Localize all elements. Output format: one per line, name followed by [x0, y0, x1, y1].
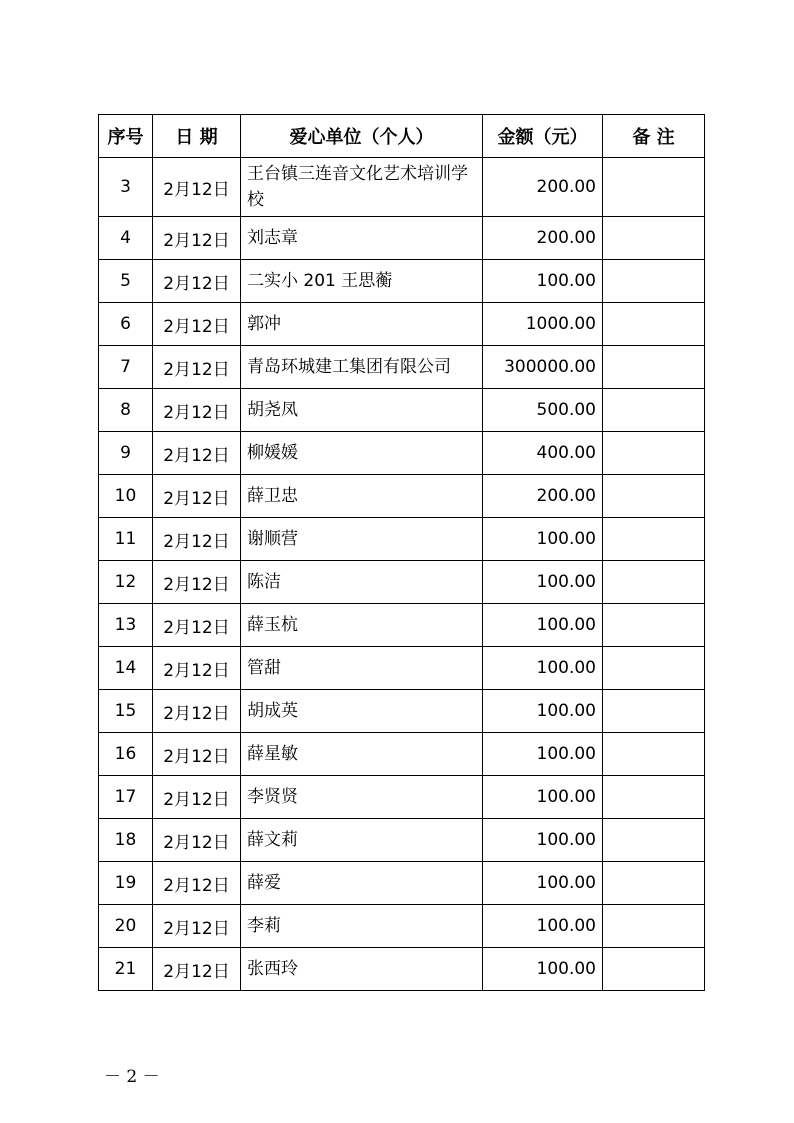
cell-note	[603, 905, 705, 948]
header-note: 备 注	[603, 115, 705, 158]
cell-date: 2月12日	[153, 518, 241, 561]
table-row	[99, 819, 705, 862]
cell-amount: 100.00	[483, 604, 603, 647]
cell-serial-number: 5	[99, 260, 153, 303]
cell-amount: 100.00	[483, 776, 603, 819]
cell-date: 2月12日	[153, 475, 241, 518]
header-donor: 爱心单位（个人）	[241, 115, 483, 158]
cell-amount: 100.00	[483, 647, 603, 690]
cell-donor: 薛卫忠	[241, 475, 483, 518]
cell-note	[603, 733, 705, 776]
cell-note	[603, 819, 705, 862]
cell-date: 2月12日	[153, 604, 241, 647]
cell-serial-number: 20	[99, 905, 153, 948]
cell-note	[603, 303, 705, 346]
cell-date: 2月12日	[153, 303, 241, 346]
cell-donor: 薛爱	[241, 862, 483, 905]
cell-serial-number: 14	[99, 647, 153, 690]
cell-serial-number: 10	[99, 475, 153, 518]
cell-note	[603, 690, 705, 733]
cell-serial-number: 21	[99, 948, 153, 991]
cell-date: 2月12日	[153, 389, 241, 432]
cell-amount: 100.00	[483, 260, 603, 303]
cell-date: 2月12日	[153, 948, 241, 991]
cell-amount: 200.00	[483, 475, 603, 518]
cell-donor: 张西玲	[241, 948, 483, 991]
cell-amount: 400.00	[483, 432, 603, 475]
cell-note	[603, 862, 705, 905]
table-row	[99, 647, 705, 690]
cell-date: 2月12日	[153, 260, 241, 303]
cell-donor: 青岛环城建工集团有限公司	[241, 346, 483, 389]
table-row	[99, 432, 705, 475]
cell-date: 2月12日	[153, 776, 241, 819]
table-row	[99, 604, 705, 647]
table-row	[99, 389, 705, 432]
cell-note	[603, 604, 705, 647]
cell-note	[603, 647, 705, 690]
cell-note	[603, 776, 705, 819]
cell-note	[603, 346, 705, 389]
cell-serial-number: 4	[99, 217, 153, 260]
cell-note	[603, 475, 705, 518]
cell-date: 2月12日	[153, 158, 241, 217]
cell-donor: 胡尧凤	[241, 389, 483, 432]
cell-amount: 100.00	[483, 948, 603, 991]
cell-amount: 300000.00	[483, 346, 603, 389]
table-row	[99, 260, 705, 303]
cell-donor: 管甜	[241, 647, 483, 690]
cell-amount: 1000.00	[483, 303, 603, 346]
cell-note	[603, 432, 705, 475]
table-row	[99, 217, 705, 260]
cell-serial-number: 18	[99, 819, 153, 862]
cell-date: 2月12日	[153, 690, 241, 733]
cell-donor: 胡成英	[241, 690, 483, 733]
cell-donor: 李贤贤	[241, 776, 483, 819]
cell-amount: 100.00	[483, 819, 603, 862]
cell-serial-number: 12	[99, 561, 153, 604]
cell-amount: 100.00	[483, 518, 603, 561]
table-row	[99, 776, 705, 819]
cell-amount: 500.00	[483, 389, 603, 432]
cell-date: 2月12日	[153, 561, 241, 604]
table-row	[99, 475, 705, 518]
table-row	[99, 862, 705, 905]
cell-amount: 100.00	[483, 733, 603, 776]
table-row	[99, 303, 705, 346]
table-row	[99, 346, 705, 389]
cell-serial-number: 8	[99, 389, 153, 432]
cell-donor: 谢顺营	[241, 518, 483, 561]
cell-note	[603, 389, 705, 432]
cell-note	[603, 561, 705, 604]
cell-serial-number: 13	[99, 604, 153, 647]
header-amount: 金额（元）	[483, 115, 603, 158]
cell-serial-number: 3	[99, 158, 153, 217]
cell-amount: 200.00	[483, 217, 603, 260]
cell-donor: 李莉	[241, 905, 483, 948]
cell-amount: 100.00	[483, 862, 603, 905]
cell-date: 2月12日	[153, 432, 241, 475]
cell-date: 2月12日	[153, 733, 241, 776]
table-row	[99, 948, 705, 991]
table-row	[99, 561, 705, 604]
cell-donor: 刘志章	[241, 217, 483, 260]
cell-serial-number: 7	[99, 346, 153, 389]
cell-note	[603, 948, 705, 991]
cell-note	[603, 260, 705, 303]
page-number: － 2 －	[104, 1067, 160, 1087]
cell-date: 2月12日	[153, 217, 241, 260]
table-row	[99, 158, 705, 217]
cell-serial-number: 15	[99, 690, 153, 733]
cell-serial-number: 11	[99, 518, 153, 561]
table-header-row	[99, 115, 705, 158]
cell-donor: 柳媛媛	[241, 432, 483, 475]
cell-donor: 薛玉杭	[241, 604, 483, 647]
cell-note	[603, 217, 705, 260]
header-serial-number: 序号	[99, 115, 153, 158]
cell-date: 2月12日	[153, 346, 241, 389]
cell-amount: 100.00	[483, 905, 603, 948]
header-date: 日 期	[153, 115, 241, 158]
cell-amount: 200.00	[483, 158, 603, 217]
cell-amount: 100.00	[483, 561, 603, 604]
cell-donor: 王台镇三连音文化艺术培训学校	[241, 158, 483, 217]
cell-donor: 郭冲	[241, 303, 483, 346]
cell-note	[603, 518, 705, 561]
cell-serial-number: 16	[99, 733, 153, 776]
cell-date: 2月12日	[153, 862, 241, 905]
cell-donor: 薛文莉	[241, 819, 483, 862]
cell-serial-number: 19	[99, 862, 153, 905]
cell-serial-number: 9	[99, 432, 153, 475]
table-row	[99, 733, 705, 776]
table-row	[99, 690, 705, 733]
cell-donor: 二实小 201 王思蘅	[241, 260, 483, 303]
donation-table	[98, 114, 705, 991]
cell-serial-number: 17	[99, 776, 153, 819]
cell-date: 2月12日	[153, 647, 241, 690]
cell-date: 2月12日	[153, 905, 241, 948]
cell-amount: 100.00	[483, 690, 603, 733]
cell-note	[603, 158, 705, 217]
table-row	[99, 518, 705, 561]
cell-donor: 薛星敏	[241, 733, 483, 776]
cell-donor: 陈洁	[241, 561, 483, 604]
cell-date: 2月12日	[153, 819, 241, 862]
cell-serial-number: 6	[99, 303, 153, 346]
table-row	[99, 905, 705, 948]
